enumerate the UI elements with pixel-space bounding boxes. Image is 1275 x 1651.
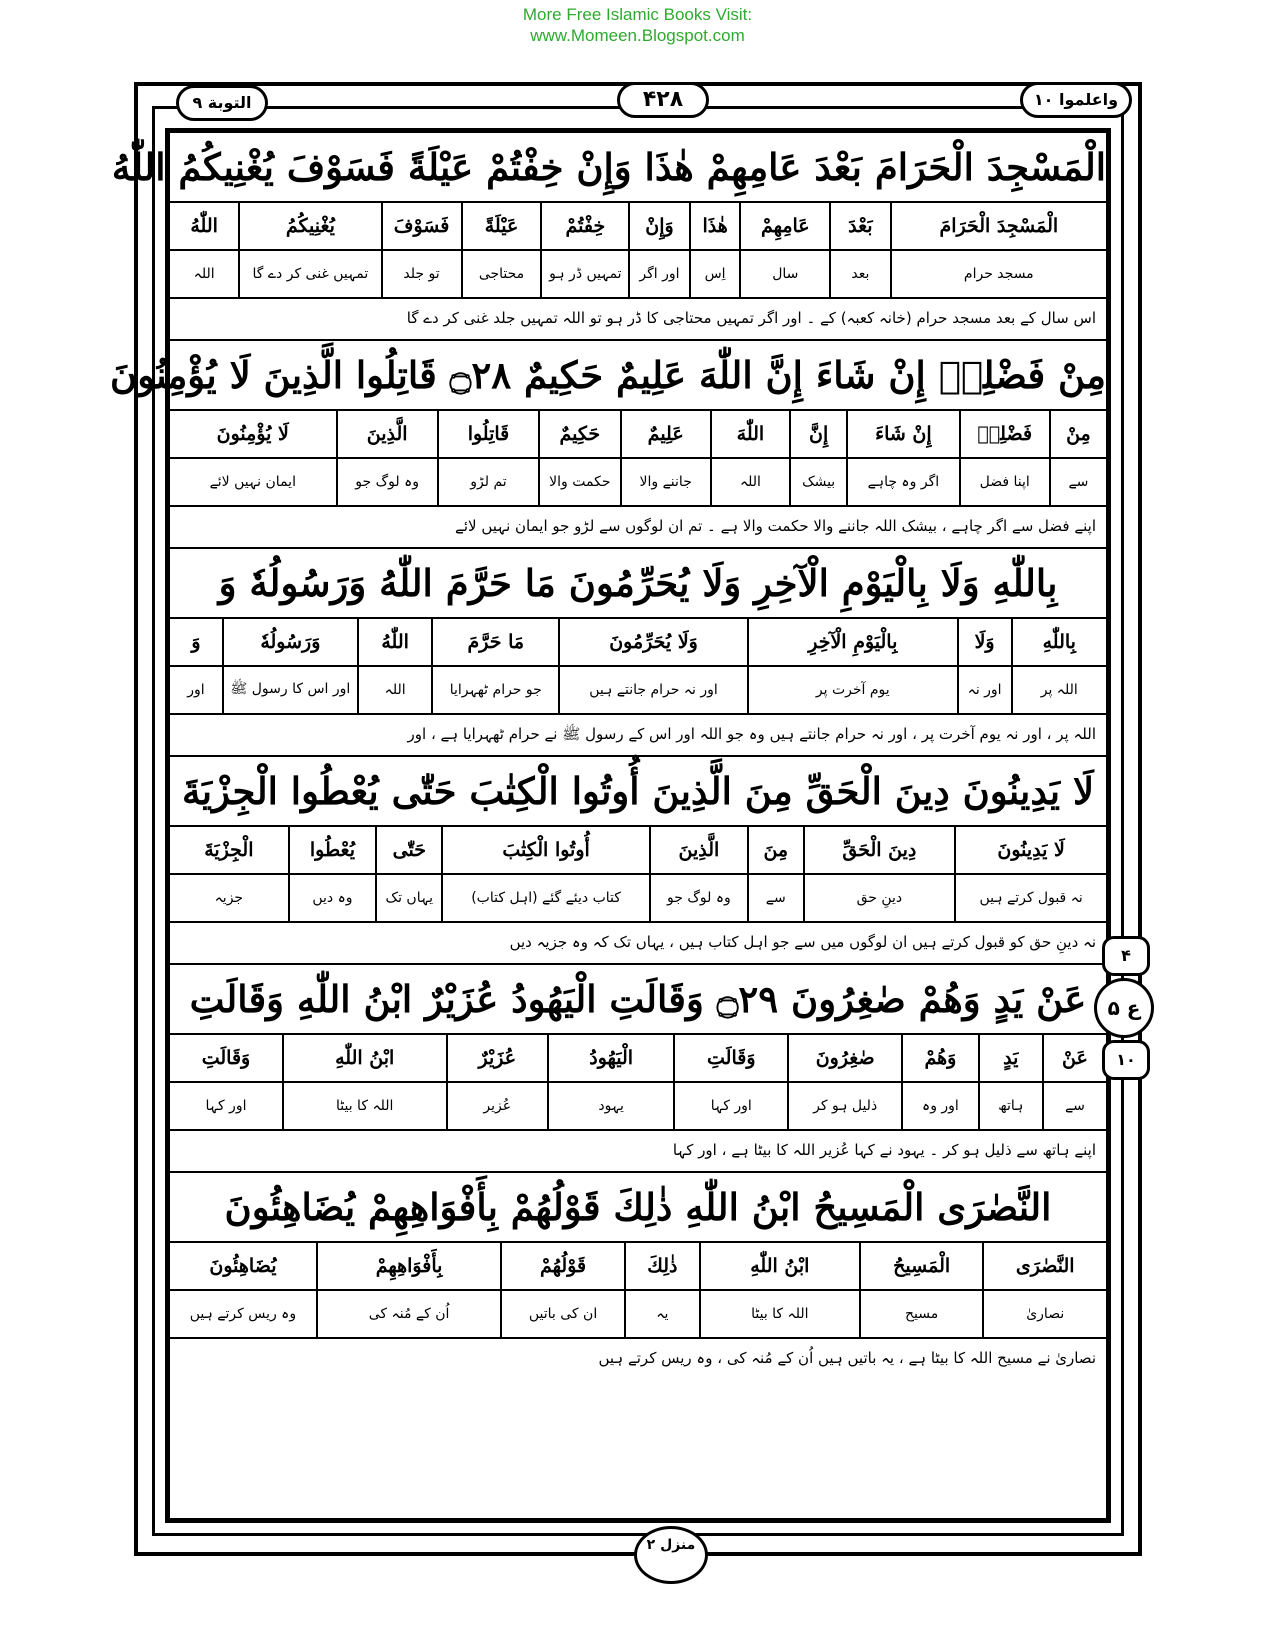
word-cell (890, 203, 1106, 297)
arabic-word: لَا يَدِينُونَ (956, 827, 1106, 875)
arabic-word: يُغْنِيكُمُ (240, 203, 380, 251)
arabic-word: ابْنُ اللّٰهِ (701, 1243, 859, 1291)
word-cell (1011, 619, 1106, 713)
arabic-word: إِنْ شَاءَ (848, 411, 958, 459)
word-meaning: اور اگر (639, 266, 680, 282)
word-cell (375, 827, 441, 921)
arabic-word: أُوتُوا الْكِتٰبَ (443, 827, 648, 875)
word-cell (500, 1243, 624, 1337)
word-meaning: اور نہ حرام جانتے ہیں (589, 682, 718, 698)
word-cell (288, 827, 376, 921)
word-cell (978, 1035, 1042, 1129)
word-cell (803, 827, 955, 921)
translation-line: اپنے فضل سے اگر چاہے ، بیشک اللہ جاننے والا حکمت والا ہے ۔ تم ان لوگوں سے لڑو جو ایمان نہیں لائے (455, 517, 1096, 535)
ruku-marker-bottom: ١٠ (1102, 1040, 1150, 1080)
word-meaning: یہ (656, 1306, 669, 1322)
arabic-word: عَنْ (1044, 1035, 1106, 1083)
arabic-word: النَّصٰرَى (984, 1243, 1106, 1291)
word-meaning: تمہیں غنی کر دے گا (252, 266, 369, 282)
word-cell (170, 827, 288, 921)
word-meaning: کتاب دیئے گئے (اہل کتاب) (471, 890, 621, 906)
word-meaning: وہ دیں (312, 890, 353, 906)
arabic-word: وَ (170, 619, 222, 667)
word-cell (381, 203, 461, 297)
word-cell (431, 619, 558, 713)
word-meaning: نہ قبول کرتے ہیں (979, 890, 1083, 906)
word-cell (558, 619, 747, 713)
word-meaning: اور کہا (205, 1098, 247, 1114)
word-cell (699, 1243, 859, 1337)
word-cell (336, 411, 437, 505)
arabic-word: بَعْدَ (831, 203, 889, 251)
word-meaning: جزیہ (214, 890, 244, 906)
word-grid (170, 1243, 1106, 1337)
promo-line-2: www.Momeen.Blogspot.com (530, 26, 745, 45)
word-cell (282, 1035, 446, 1129)
word-cell (238, 203, 380, 297)
arabic-word: اللّٰهُ (170, 203, 238, 251)
surah-label: التوبة ٩ (176, 85, 268, 121)
word-meaning: ایمان نہیں لائے (209, 474, 296, 490)
word-cell (357, 619, 432, 713)
word-meaning: اللہ (193, 266, 215, 282)
arabic-word: وَرَسُولُهٗ (224, 619, 357, 667)
word-meaning: اور وہ (921, 1098, 959, 1114)
word-meaning: بعد (851, 266, 870, 282)
arabic-word: مِنَ (749, 827, 802, 875)
manzil-label: منزل ٢ (634, 1526, 708, 1584)
word-cell (461, 203, 541, 297)
word-meaning: ہاتھ (998, 1098, 1024, 1114)
word-cell (446, 1035, 547, 1129)
word-cell (957, 619, 1011, 713)
word-cell (982, 1243, 1106, 1337)
word-meaning: اللہ (384, 682, 406, 698)
word-meaning: مسیح (905, 1306, 939, 1322)
arabic-word: الْمَسْجِدَ الْحَرَامَ (892, 203, 1106, 251)
arabic-word: عُزَيْرٌ (448, 1035, 547, 1083)
arabic-word: اللّٰهَ (712, 411, 789, 459)
arabic-word: إِنَّ (791, 411, 846, 459)
arabic-word: دِينَ الْحَقِّ (805, 827, 955, 875)
word-cell (441, 827, 648, 921)
arabic-word: اللّٰهُ (359, 619, 432, 667)
word-grid (170, 1035, 1106, 1129)
para-label: واعلموا ١٠ (1020, 82, 1132, 118)
ruku-marker-middle: ع ۵ (1094, 978, 1154, 1038)
arabic-word: يُضَاهِئُونَ (170, 1243, 316, 1291)
word-cell (739, 203, 829, 297)
word-cell (547, 1035, 673, 1129)
word-meaning: یہود (598, 1098, 624, 1114)
word-grid (170, 827, 1106, 921)
word-cell (1042, 1035, 1106, 1129)
word-cell (170, 619, 222, 713)
translation-line: نہ دینِ حق کو قبول کرتے ہیں ان لوگوں میں سے جو اہل کتاب ہیں ، یہاں تک کہ وہ جزیہ دیں (509, 933, 1096, 951)
word-grid (170, 619, 1106, 713)
word-cell (316, 1243, 500, 1337)
arabic-word: يُعْطُوا (290, 827, 376, 875)
ayah-line: النَّصٰرَى الْمَسِيحُ ابْنُ اللّٰهِ ذٰلِكَ قَوْلُهُمْ بِأَفْوَاهِهِمْ يُضَاهِئُونَ (224, 1185, 1052, 1229)
arabic-word: فَسَوْفَ (383, 203, 461, 251)
word-meaning: ذلیل ہو کر (813, 1098, 878, 1114)
ayah-line: عَنْ يَدٍ وَهُمْ صٰغِرُونَ ۝٢٩ وَقَالَتِ الْيَهُودُ عُزَيْرٌ ابْنُ اللّٰهِ وَقَالَتِ (189, 977, 1087, 1021)
translation-line: اس سال کے بعد مسجد حرام (خانہ کعبہ) کے ۔ اور اگر تمہیں محتاجی کا ڈر ہو تو اللہ تمہیں جلد غنی کر دے گا (406, 309, 1096, 327)
arabic-word: هٰذَا (691, 203, 740, 251)
word-cell (689, 203, 740, 297)
word-meaning: یوم آخرت پر (815, 682, 890, 698)
ruku-marker-top: ۴ (1102, 936, 1150, 976)
word-meaning: تم لڑو (470, 474, 507, 490)
arabic-word: صٰغِرُونَ (789, 1035, 901, 1083)
arabic-word: مَا حَرَّمَ (433, 619, 558, 667)
word-meaning: اگر وہ چاہے (867, 474, 940, 490)
arabic-word: فَضْلِهٖ (961, 411, 1049, 459)
ayah-line: بِاللّٰهِ وَلَا بِالْيَوْمِ الْآخِرِ وَلَا يُحَرِّمُونَ مَا حَرَّمَ اللّٰهُ وَرَسُولُهٗ وَ (218, 561, 1058, 605)
word-meaning: تمہیں ڈر ہو (549, 266, 622, 282)
ayah-line: مِنْ فَضْلِهٖ إِنْ شَاءَ إِنَّ اللّٰهَ عَلِيمٌ حَكِيمٌ ۝٢٨ قَاتِلُوا الَّذِينَ لَا يُؤْمِنُونَ (110, 353, 1106, 397)
word-meaning: اِس (704, 266, 726, 282)
ayah-line: الْمَسْجِدَ الْحَرَامَ بَعْدَ عَامِهِمْ هٰذَا وَإِنْ خِفْتُمْ عَيْلَةً فَسَوْفَ يُغْنِيكُمُ اللّٰهُ (111, 145, 1106, 189)
word-meaning: سے (765, 890, 786, 906)
arabic-word: عَامِهِمْ (741, 203, 829, 251)
arabic-word: عَلِيمٌ (622, 411, 710, 459)
arabic-word: عَيْلَةً (463, 203, 541, 251)
word-meaning: اور (187, 682, 205, 698)
word-meaning: اور نہ (967, 682, 1002, 698)
word-meaning: اللہ (739, 474, 761, 490)
word-meaning: بیشک (802, 474, 836, 490)
word-cell (829, 203, 889, 297)
word-meaning: جو حرام ٹھہرایا (449, 682, 542, 698)
word-cell (540, 203, 628, 297)
word-meaning: اور کہا (710, 1098, 752, 1114)
arabic-word: الَّذِينَ (651, 827, 747, 875)
arabic-word: وَلَا (959, 619, 1011, 667)
arabic-word: يَدٍ (980, 1035, 1042, 1083)
arabic-word: ذٰلِكَ (626, 1243, 699, 1291)
word-meaning: اپنا فضل (979, 474, 1030, 490)
word-cell (222, 619, 357, 713)
arabic-word: قَوْلُهُمْ (502, 1243, 624, 1291)
arabic-word: بِاللّٰهِ (1013, 619, 1106, 667)
word-cell (170, 1035, 282, 1129)
word-meaning: اللہ پر (1040, 682, 1078, 698)
word-meaning: اللہ کا بیٹا (336, 1098, 394, 1114)
arabic-word: الْمَسِيحُ (861, 1243, 983, 1291)
word-cell (437, 411, 538, 505)
word-meaning: ان کی باتیں (528, 1306, 598, 1322)
word-cell (620, 411, 710, 505)
word-meaning: وہ ریس کرتے ہیں (189, 1306, 297, 1322)
word-cell (846, 411, 958, 505)
arabic-word: وَقَالَتِ (675, 1035, 787, 1083)
word-meaning: حکمت والا (549, 474, 611, 490)
word-cell (710, 411, 789, 505)
word-meaning: سے (1064, 1098, 1085, 1114)
word-cell (901, 1035, 978, 1129)
word-cell (747, 827, 802, 921)
arabic-word: وَإِنْ (630, 203, 688, 251)
arabic-word: بِأَفْوَاهِهِمْ (318, 1243, 500, 1291)
word-cell (649, 827, 747, 921)
word-meaning: اُن کے مُنہ کی (368, 1306, 450, 1322)
word-cell (747, 619, 957, 713)
word-meaning: اللہ کا بیٹا (751, 1306, 809, 1322)
translation-line: اپنے ہاتھ سے ذلیل ہو کر ۔ یہود نے کہا عُزیر اللہ کا بیٹا ہے ، اور کہا (672, 1141, 1096, 1159)
word-meaning: نصاریٰ (1026, 1306, 1065, 1322)
word-cell (673, 1035, 787, 1129)
promo-line-1: More Free Islamic Books Visit: (522, 5, 753, 24)
word-meaning: سال (772, 266, 799, 282)
word-cell (624, 1243, 699, 1337)
word-cell (859, 1243, 983, 1337)
word-cell (787, 1035, 901, 1129)
word-meaning: دینِ حق (856, 890, 903, 906)
arabic-word: الْيَهُودُ (549, 1035, 673, 1083)
word-cell (789, 411, 846, 505)
word-meaning: مسجد حرام (963, 266, 1034, 282)
arabic-word: وَقَالَتِ (170, 1035, 282, 1083)
word-cell (170, 411, 336, 505)
translation-line: اللہ پر ، اور نہ یوم آخرت پر ، اور نہ حرام جانتے ہیں وہ جو اللہ اور اس کے رسول ﷺ نے حرام ٹھہرایا ہے ، اور (407, 725, 1096, 743)
word-meaning: یہاں تک (385, 890, 434, 906)
word-cell (954, 827, 1106, 921)
arabic-word: حَكِيمٌ (540, 411, 619, 459)
arabic-word: خِفْتُمْ (542, 203, 628, 251)
word-cell (170, 203, 238, 297)
arabic-word: حَتّٰى (377, 827, 441, 875)
word-cell (1049, 411, 1106, 505)
word-cell (170, 1243, 316, 1337)
arabic-word: ابْنُ اللّٰهِ (284, 1035, 446, 1083)
word-meaning: سے (1068, 474, 1089, 490)
arabic-word: لَا يُؤْمِنُونَ (170, 411, 336, 459)
ayah-line: لَا يَدِينُونَ دِينَ الْحَقِّ مِنَ الَّذِينَ أُوتُوا الْكِتٰبَ حَتّٰى يُعْطُوا الْجِزْيَةَ (181, 769, 1095, 813)
arabic-word: قَاتِلُوا (439, 411, 538, 459)
word-grid (170, 203, 1106, 297)
word-cell (538, 411, 619, 505)
word-cell (959, 411, 1049, 505)
word-meaning: وہ لوگ جو (355, 474, 420, 490)
word-meaning: محتاجی (478, 266, 525, 282)
arabic-word: وَلَا يُحَرِّمُونَ (560, 619, 747, 667)
word-meaning: وہ لوگ جو (667, 890, 731, 906)
arabic-word: الَّذِينَ (338, 411, 437, 459)
arabic-word: الْجِزْيَةَ (170, 827, 288, 875)
word-meaning: جاننے والا (639, 474, 692, 490)
word-cell (628, 203, 688, 297)
word-grid (170, 411, 1106, 505)
word-meaning: عُزیر (483, 1098, 512, 1114)
page-number: ۴۲۸ (617, 82, 709, 118)
arabic-word: مِنْ (1051, 411, 1106, 459)
translation-line: نصاریٰ نے مسیح اللہ کا بیٹا ہے ، یہ باتیں ہیں اُن کے مُنہ کی ، وہ ریس کرتے ہیں (598, 1349, 1096, 1367)
arabic-word: وَهُمْ (903, 1035, 978, 1083)
arabic-word: بِالْيَوْمِ الْآخِرِ (749, 619, 957, 667)
word-meaning: تو جلد (403, 266, 440, 282)
word-meaning: اور اس کا رسول ﷺ (230, 681, 351, 697)
